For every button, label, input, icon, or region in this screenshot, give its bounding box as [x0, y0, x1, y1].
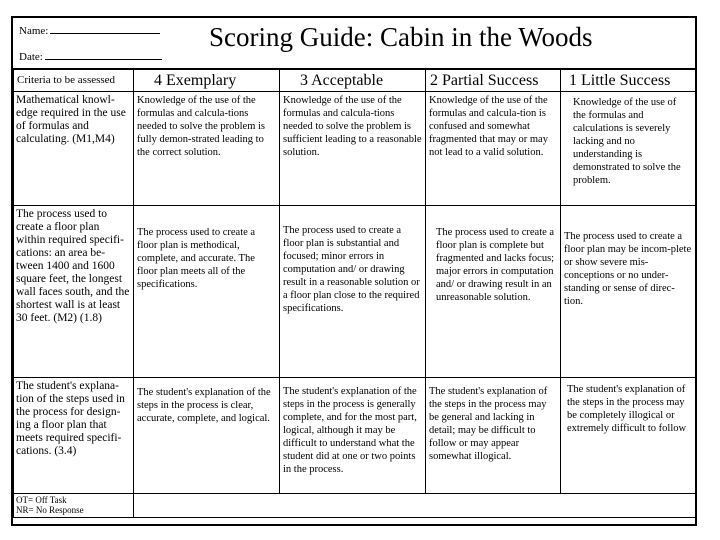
footer-row	[14, 494, 696, 518]
criteria-header: Criteria to be assessed	[14, 69, 134, 92]
rubric-cell: The student's explanation of the steps in the process may be completely illogical or extremely difficult to follow	[561, 378, 696, 494]
level-header-1: 1 Little Success	[561, 69, 696, 92]
rubric-cell: Knowledge of the use of the formulas and calcula-tion is confused and somewhat fragmented that may or may not lead to a valid solution.	[426, 92, 561, 206]
rubric-table	[13, 68, 696, 518]
table-row-process	[14, 206, 696, 378]
header	[13, 18, 695, 70]
rubric-cell: The process used to create a floor plan may be incom-plete or show severe mis-conceptions or no under-standing or sense of direc-tion.	[561, 206, 696, 378]
rubric-cell: Knowledge of the use of the formulas and calcula-tions needed to solve the problem is sufficient leading to a reasonable solution.	[280, 92, 426, 206]
table-row-math	[14, 92, 696, 206]
name-field[interactable]	[19, 24, 160, 37]
table-row-explanation	[14, 378, 696, 494]
scoring-guide-sheet	[11, 16, 697, 526]
criteria-cell: Mathematical knowl-edge required in the use of formulas and calculating. (M1,M4)	[14, 92, 134, 206]
rubric-cell: Knowledge of the use of the formulas and calculations is severely lacking and no understanding is demonstrated to solve the problem.	[561, 92, 696, 206]
date-label: Date:	[19, 51, 43, 63]
criteria-cell: The student's explana-tion of the steps used in the process for design-ing a floor plan that meets required specifi-cations. (3.4)	[14, 378, 134, 494]
level-header-3: 3 Acceptable	[280, 69, 426, 92]
page-title: Scoring Guide: Cabin in the Woods	[209, 22, 593, 52]
name-label: Name:	[19, 25, 49, 37]
level-header-4: 4 Exemplary	[134, 69, 280, 92]
rubric-cell: The student's explanation of the steps in the process is generally complete, and for the most part, logical, although it may be difficult to understand what the student did at one or two points in the process.	[280, 378, 426, 494]
legend-cell	[14, 494, 134, 518]
legend-nr: NR= No Response	[16, 505, 84, 515]
score-entry-cell[interactable]	[134, 494, 696, 518]
legend-ot: OT= Off Task	[16, 495, 67, 505]
rubric-cell: The process used to create a floor plan is substantial and focused; minor errors in computation and/ or drawing result in a reasonable solution or a floor plan close to the required specifications.	[280, 206, 426, 378]
rubric-cell: Knowledge of the use of the formulas and calcula-tions needed to solve the problem is fully demon-strated leading to the correct solution.	[134, 92, 280, 206]
rubric-cell: The process used to create a floor plan is complete but fragmented and lacks focus; major errors in computation and/ or drawing result in an unreasonable solution.	[426, 206, 561, 378]
rubric-cell: The student's explanation of the steps in the process may be general and lacking in detail; may be difficult to follow or may appear somewhat illogical.	[426, 378, 561, 494]
level-header-2: 2 Partial Success	[426, 69, 561, 92]
rubric-cell: The process used to create a floor plan is methodical, complete, and accurate. The floor plan meets all of the specifications.	[134, 206, 280, 378]
date-field[interactable]	[19, 50, 162, 63]
criteria-cell: The process used to create a floor plan within required specifi-cations: an area be-tween 1400 and 1600 square feet, the longest wall faces south, and the shortest wall is at least 30 feet. (M2) (1.8)	[14, 206, 134, 378]
rubric-cell: The student's explanation of the steps in the process is clear, accurate, complete, and logical.	[134, 378, 280, 494]
header-row	[14, 69, 696, 92]
